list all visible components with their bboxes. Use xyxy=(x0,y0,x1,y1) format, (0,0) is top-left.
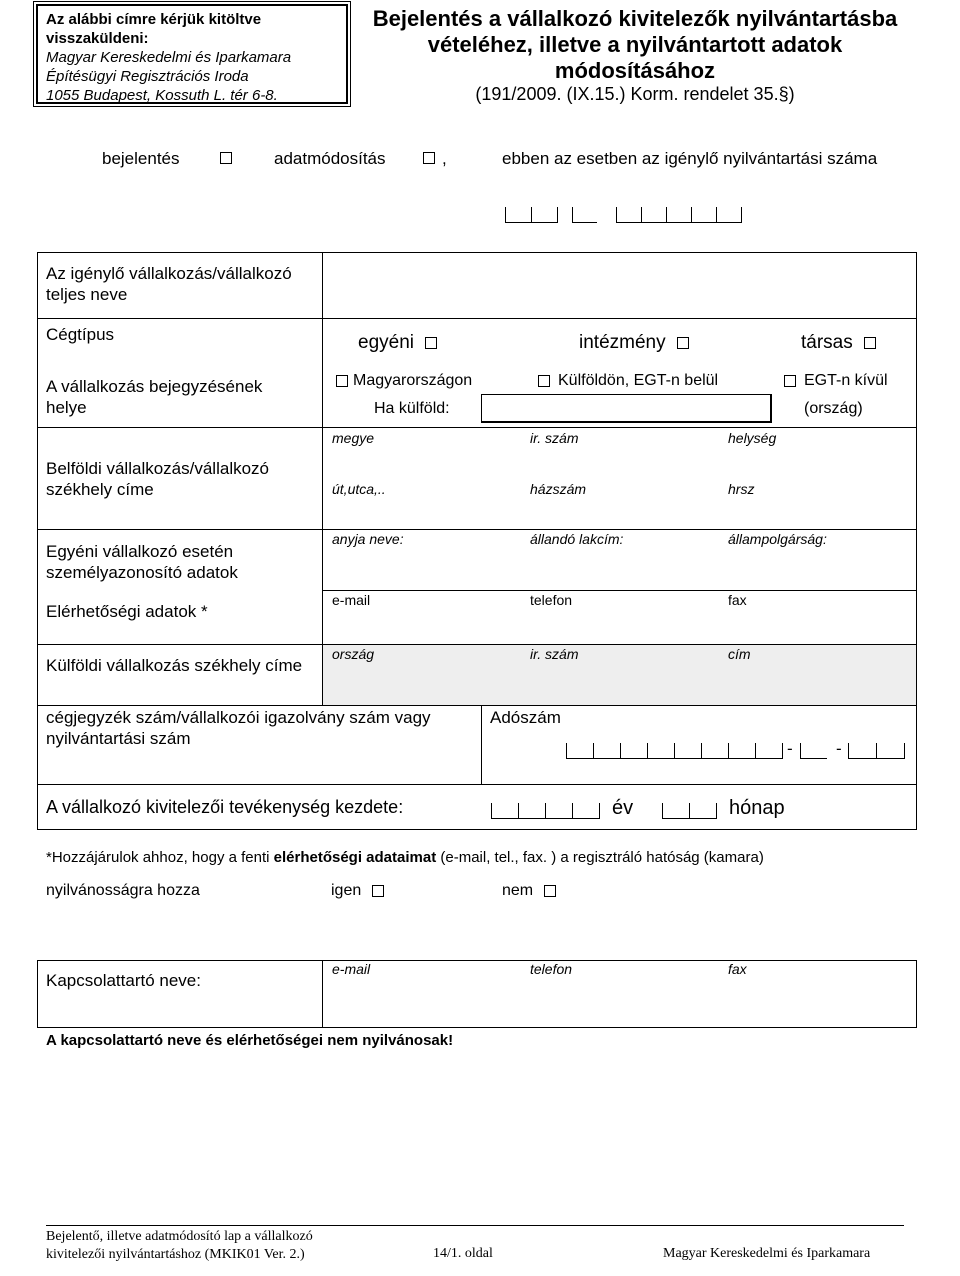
footer-rule xyxy=(46,1225,904,1226)
registration-number-boxes-3[interactable] xyxy=(616,205,742,223)
company-type-intezmeny-checkbox[interactable] xyxy=(677,337,689,349)
contact-phone: telefon xyxy=(530,592,573,608)
contact-fax: fax xyxy=(728,592,747,608)
contact-email: e-mail xyxy=(332,592,371,608)
return-address-heading-2: visszaküldeni: xyxy=(46,30,149,47)
registration-place-label: A vállalkozás bejegyzésének helye xyxy=(46,377,263,417)
row-divider xyxy=(37,427,917,428)
consent-yes xyxy=(331,882,384,900)
company-type-intezmeny xyxy=(579,332,689,354)
return-address-street: 1055 Budapest, Kossuth L. tér 6-8. xyxy=(46,87,278,104)
bejelentes-checkbox[interactable] xyxy=(220,152,232,164)
reg-egt-inside-checkbox[interactable] xyxy=(538,375,550,387)
column-divider xyxy=(322,252,323,705)
country-input[interactable] xyxy=(481,394,772,423)
footer-org: Magyar Kereskedelmi és Iparkamara xyxy=(663,1246,871,1261)
reg-egt-inside-label: Külföldön, EGT-n belül xyxy=(558,372,719,389)
foreign-ir-szam: ir. szám xyxy=(530,646,579,662)
tax-number-label: Adószám xyxy=(490,708,561,727)
adatmodositas-label: adatmódosítás xyxy=(274,149,386,168)
start-date-label: A vállalkozó kivitelezői tevékenység kezdete: xyxy=(46,797,404,817)
consent-text xyxy=(46,849,764,866)
footer-description xyxy=(46,1228,313,1264)
registration-number-boxes-2[interactable] xyxy=(572,205,597,223)
column-divider xyxy=(481,705,482,785)
comma: , xyxy=(442,149,447,168)
personal-data-label: Egyéni vállalkozó esetén személyazonosító adatok xyxy=(46,542,238,582)
domestic-hq-label: Belföldi vállalkozás/vállalkozó székhely címe xyxy=(46,459,270,499)
return-address-org: Magyar Kereskedelmi és Iparkamara xyxy=(46,49,292,66)
consent-yes-checkbox[interactable] xyxy=(372,885,384,897)
hq-megye: megye xyxy=(332,430,375,446)
tax-number-boxes-3[interactable] xyxy=(848,741,905,759)
row-divider xyxy=(37,529,917,530)
reg-egt-outside-checkbox[interactable] xyxy=(784,375,796,387)
company-type-tarsas-label: társas xyxy=(801,332,853,353)
reg-hungary-label: Magyarországon xyxy=(353,372,473,389)
mother-name: anyja neve: xyxy=(332,531,404,547)
reg-egt-outside-label: EGT-n kívül xyxy=(804,372,888,389)
tax-dash-1: - xyxy=(787,739,793,758)
return-address-heading-1: Az alábbi címre kérjük kitöltve xyxy=(46,11,262,28)
consent-text-bold: elérhetőségi adataimat xyxy=(273,849,437,866)
company-type-intezmeny-label: intézmény xyxy=(579,332,666,353)
consent-no-label: nem xyxy=(502,882,534,899)
start-year-boxes[interactable] xyxy=(491,801,600,819)
contact-person-label: Kapcsolattartó neve: xyxy=(46,971,201,990)
company-type-tarsas xyxy=(801,332,876,354)
footer-line-2: kivitelezői nyilvántartáshoz (MKIK01 Ver. 2.) xyxy=(46,1247,305,1262)
consent-no xyxy=(502,882,556,900)
row-divider xyxy=(37,318,917,319)
abroad-label: Ha külföld: xyxy=(374,400,450,417)
full-name-label: Az igénylő vállalkozás/vállalkozó teljes neve xyxy=(46,264,292,304)
decree-reference: (191/2009. (IX.15.) Korm. rendelet 35.§) xyxy=(475,84,795,104)
consent-text-pre: *Hozzájárulok ahhoz, hogy a fenti xyxy=(46,849,274,866)
row-divider xyxy=(37,644,917,645)
company-type-tarsas-checkbox[interactable] xyxy=(864,337,876,349)
footer-line-1: Bejelentő, illetve adatmódosító lap a vállalkozó xyxy=(46,1229,313,1244)
contact-person-phone: telefon xyxy=(530,961,573,977)
citizenship: állampolgárság: xyxy=(728,531,827,547)
company-reg-number-label: cégjegyzék szám/vállalkozói igazolvány szám vagy nyilvántartási szám xyxy=(46,708,431,748)
return-address-box xyxy=(36,4,348,104)
full-name-input[interactable] xyxy=(323,253,915,318)
consent-no-checkbox[interactable] xyxy=(544,885,556,897)
footer-page: 14/1. oldal xyxy=(433,1246,493,1261)
hq-hazszam: házszám xyxy=(530,481,587,497)
foreign-country: ország xyxy=(332,646,375,662)
title-line-1: Bejelentés a vállalkozó kivitelezők nyilvántartásba xyxy=(372,6,898,31)
tax-number-boxes-2[interactable] xyxy=(800,741,827,759)
row-divider xyxy=(37,705,917,706)
company-type-label: Cégtípus xyxy=(46,325,115,344)
contact-person-fax: fax xyxy=(728,961,747,977)
year-label: év xyxy=(612,797,634,819)
consent-yes-label: igen xyxy=(331,882,362,899)
reg-option-egt-inside xyxy=(538,372,718,390)
reg-hungary-checkbox[interactable] xyxy=(336,375,348,387)
permanent-address: állandó lakcím: xyxy=(530,531,624,547)
hq-utca: út,utca,.. xyxy=(332,481,386,497)
company-type-egyeni-checkbox[interactable] xyxy=(425,337,437,349)
row-divider xyxy=(322,590,917,591)
country-suffix: (ország) xyxy=(804,400,863,417)
adatmodositas-checkbox[interactable] xyxy=(423,152,435,164)
foreign-address: cím xyxy=(728,646,751,662)
contact-person-email: e-mail xyxy=(332,961,371,977)
tax-number-boxes-1[interactable] xyxy=(566,741,783,759)
company-type-egyeni xyxy=(358,332,437,354)
reg-option-egt-outside xyxy=(784,372,888,390)
hq-helyseg: helység xyxy=(728,430,777,446)
title-line-3: módosításához xyxy=(554,58,716,83)
title-line-2: vételéhez, illetve a nyilvántartott adatok xyxy=(427,32,843,57)
bejelentes-label: bejelentés xyxy=(102,149,180,168)
company-type-egyeni-label: egyéni xyxy=(358,332,414,353)
foreign-hq-label: Külföldi vállalkozás székhely címe xyxy=(46,656,303,675)
form-title xyxy=(355,6,915,84)
foreign-hq-shading xyxy=(322,645,916,705)
return-address-office: Építésügyi Regisztrációs Iroda xyxy=(46,68,249,85)
hq-ir-szam: ir. szám xyxy=(530,430,579,446)
consent-line-2: nyilvánosságra hozza xyxy=(46,882,200,899)
hq-hrsz: hrsz xyxy=(728,481,755,497)
contact-person-notice: A kapcsolattartó neve és elérhetőségei nem nyilvánosak! xyxy=(46,1032,454,1049)
consent-text-post: (e-mail, tel., fax. ) a regisztráló hatóság (kamara) xyxy=(436,849,764,866)
tax-dash-2: - xyxy=(836,739,842,758)
registration-number-description: ebben az esetben az igénylő nyilvántartási száma xyxy=(502,149,878,168)
registration-number-boxes[interactable] xyxy=(505,205,558,223)
start-month-boxes[interactable] xyxy=(662,801,717,819)
contact-person-divider xyxy=(322,960,323,1028)
month-label: hónap xyxy=(729,797,785,819)
reg-option-hungary xyxy=(336,372,472,390)
contact-data-label: Elérhetőségi adatok * xyxy=(46,602,208,621)
